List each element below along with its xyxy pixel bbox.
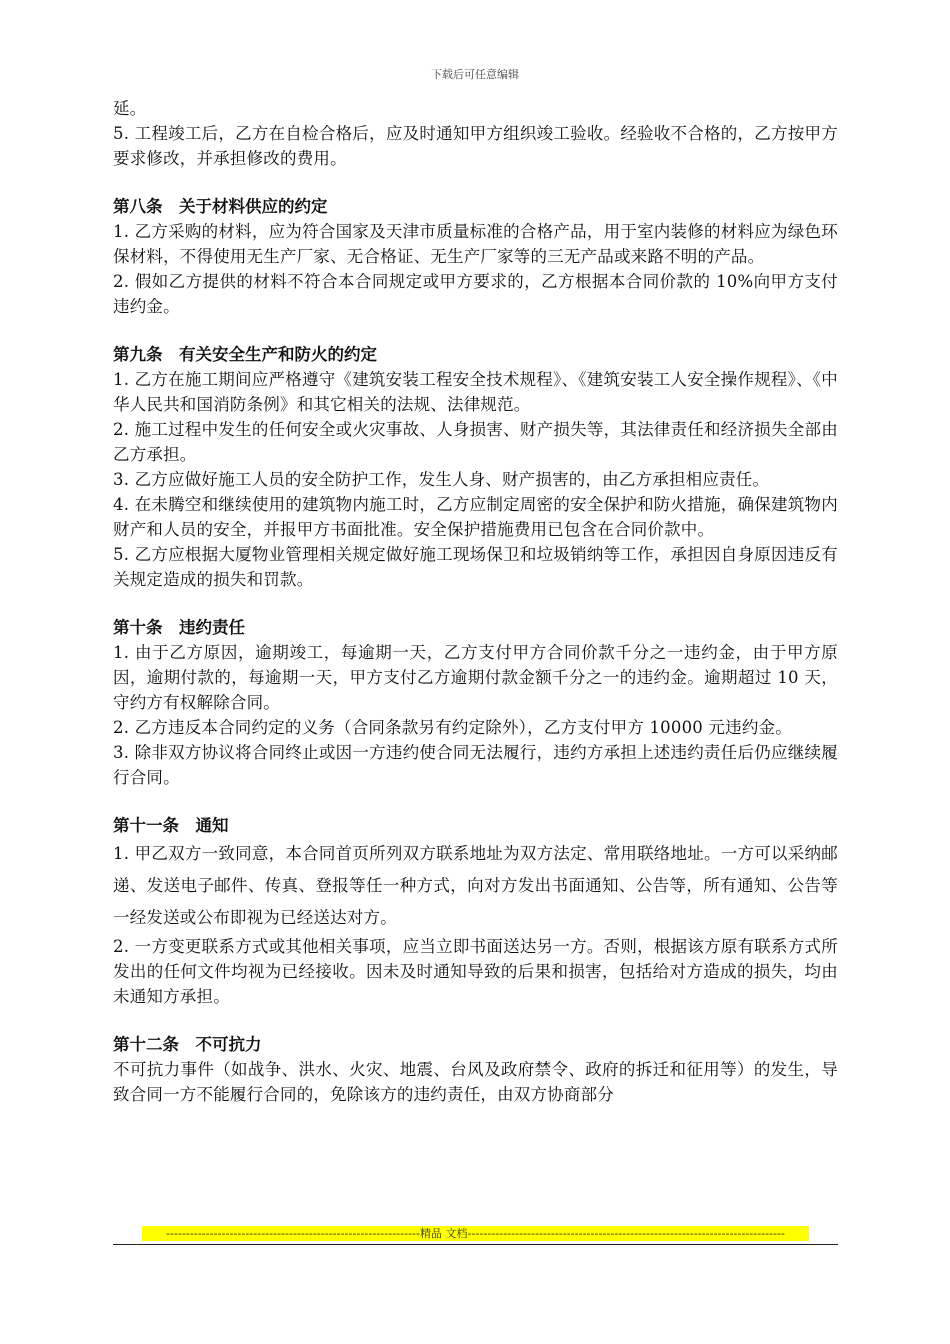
paragraph: 延。 xyxy=(113,99,147,118)
paragraph: 4. 在未腾空和继续使用的建筑物内施工时，乙方应制定周密的安全保护和防火措施，确保建筑物内财产和人员的安全，并报甲方书面批准。安全保护措施费用已包含在合同价款中。 xyxy=(113,495,838,539)
paragraph: 2. 施工过程中发生的任何安全或火灾事故、人身损害、财产损失等，其法律责任和经济损失全部由乙方承担。 xyxy=(113,420,838,464)
paragraph: 1. 乙方采购的材料，应为符合国家及天津市质量标准的合格产品，用于室内装修的材料应为绿色环保材料，不得使用无生产厂家、无合格证、无生产厂家等的三无产品或来路不明的产品。 xyxy=(113,222,838,266)
paragraph: 3. 除非双方协议将合同终止或因一方违约使合同无法履行，违约方承担上述违约责任后仍应继续履行合同。 xyxy=(113,743,838,787)
footer-divider xyxy=(113,1244,838,1245)
section-heading: 第八条 关于材料供应的约定 xyxy=(113,197,328,216)
paragraph: 1. 甲乙双方一致同意，本合同首页所列双方联系地址为双方法定、常用联络地址。一方可以采纳邮递、发送电子邮件、传真、登报等任一种方式，向对方发出书面通知、公告等，所有通知、公告等一经发送或公布即视为已经送达对方。 xyxy=(113,844,838,927)
paragraph: 5. 工程竣工后，乙方在自检合格后，应及时通知甲方组织竣工验收。经验收不合格的，乙方按甲方要求修改，并承担修改的费用。 xyxy=(113,124,838,168)
section-gap xyxy=(113,790,838,813)
header-note: 下载后可任意编辑 xyxy=(431,68,519,81)
section-heading: 第九条 有关安全生产和防火的约定 xyxy=(113,345,377,364)
section-gap xyxy=(113,171,838,194)
section-gap xyxy=(113,319,838,342)
paragraph: 3. 乙方应做好施工人员的安全防护工作，发生人身、财产损害的，由乙方承担相应责任。 xyxy=(113,470,770,489)
section-heading: 第十一条 通知 xyxy=(113,816,229,835)
footer-watermark-band: ----------------------------------------------------------------精品 文档-------------------------------------------------------------------------------- xyxy=(142,1226,809,1241)
page-footer xyxy=(113,1226,838,1245)
paragraph: 2. 一方变更联系方式或其他相关事项，应当立即书面送达另一方。否则，根据该方原有联系方式所发出的任何文件均视为已经接收。因未及时通知导致的后果和损害，包括给对方造成的损失，均由未通知方承担。 xyxy=(113,937,838,1006)
section-heading: 第十条 违约责任 xyxy=(113,618,245,637)
paragraph: 2. 乙方违反本合同约定的义务（合同条款另有约定除外），乙方支付甲方 10000 元违约金。 xyxy=(113,718,792,737)
paragraph: 1. 乙方在施工期间应严格遵守《建筑安装工程安全技术规程》、《建筑安装工人安全操作规程》、《中华人民共和国消防条例》和其它相关的法规、法律规范。 xyxy=(113,370,838,414)
paragraph: 2. 假如乙方提供的材料不符合本合同规定或甲方要求的，乙方根据本合同价款的 10%向甲方支付违约金。 xyxy=(113,272,838,316)
paragraph: 1. 由于乙方原因，逾期竣工，每逾期一天，乙方支付甲方合同价款千分之一违约金，由于甲方原因，逾期付款的，每逾期一天，甲方支付乙方逾期付款金额千分之一的违约金。逾期超过 10 天，守约方有权解除合同。 xyxy=(113,643,838,712)
paragraph: 5. 乙方应根据大厦物业管理相关规定做好施工现场保卫和垃圾销纳等工作，承担因自身原因违反有关规定造成的损失和罚款。 xyxy=(113,545,838,589)
section-gap xyxy=(113,1009,838,1032)
paragraph: 不可抗力事件（如战争、洪水、火灾、地震、台风及政府禁令、政府的拆迁和征用等）的发生，导致合同一方不能履行合同的，免除该方的违约责任，由双方协商部分 xyxy=(113,1060,838,1104)
document-body xyxy=(113,96,838,1107)
section-gap xyxy=(113,592,838,615)
section-heading: 第十二条 不可抗力 xyxy=(113,1035,262,1054)
